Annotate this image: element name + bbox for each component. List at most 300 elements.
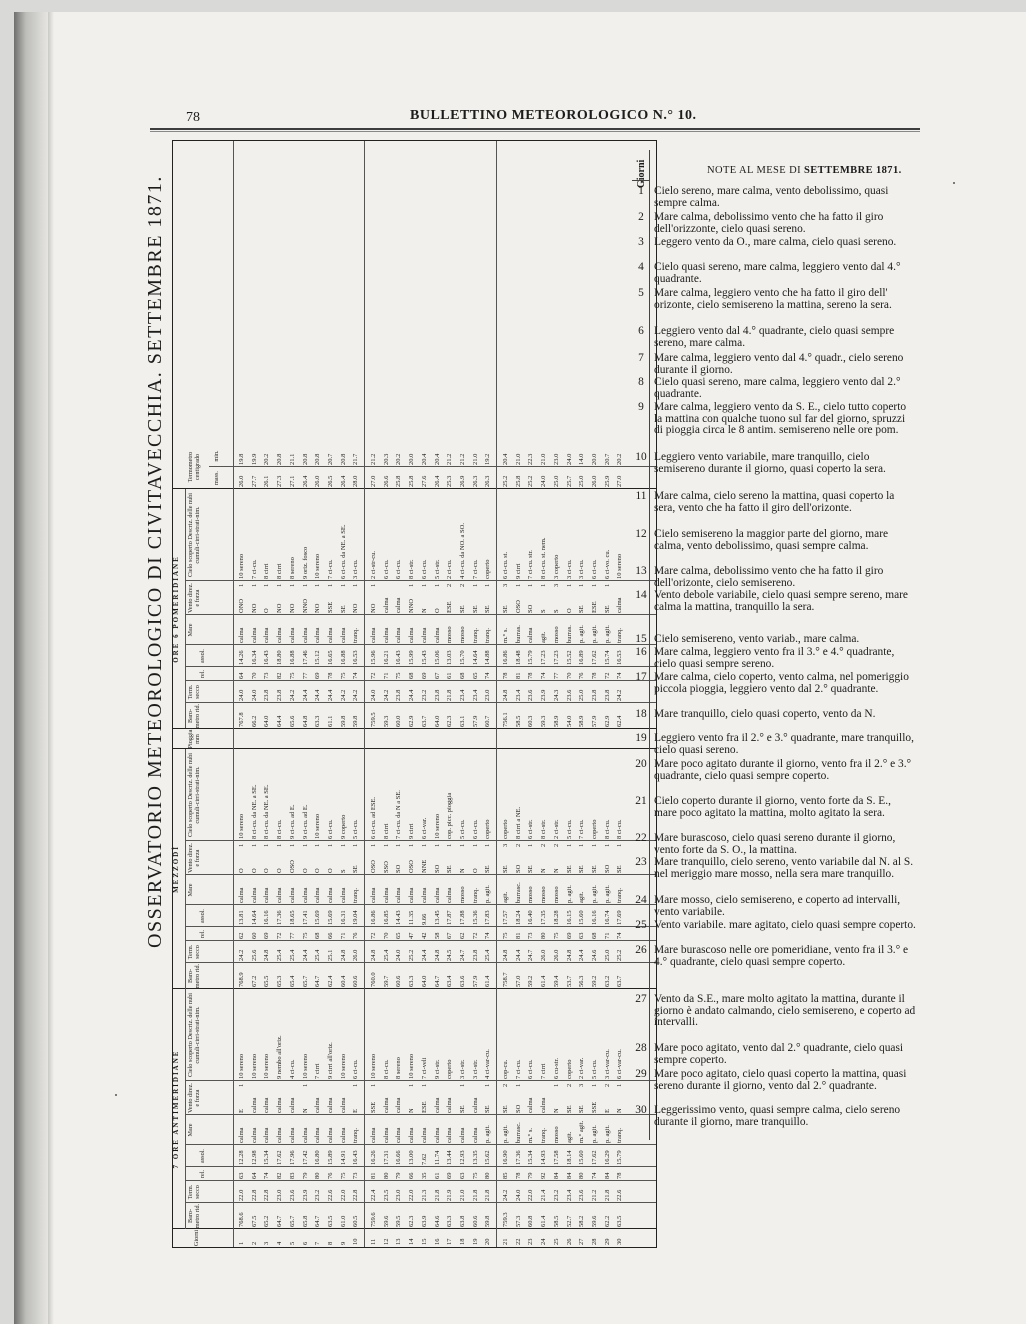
obs-cell: 2 ci-cu. [446, 559, 454, 579]
obs-cell: calma [458, 1127, 466, 1143]
column-header: Vento direz. e forza [187, 1083, 201, 1113]
obs-cell: 23.8 [471, 949, 479, 961]
column-header: assol. [199, 1149, 206, 1163]
obs-cell: 1 [471, 583, 479, 587]
obs-cell: 17.62 [276, 1150, 284, 1165]
note-item [634, 1105, 916, 1128]
obs-cell: 24.7 [527, 949, 535, 961]
obs-cell: 58.5 [514, 715, 522, 727]
obs-cell: 23.4 [458, 689, 466, 701]
obs-cell: 74 [616, 672, 624, 679]
obs-cell: 61.1 [326, 715, 334, 727]
obs-cell: 2 ci-str-cu. [370, 550, 377, 579]
obs-cell: 23.4 [514, 689, 522, 701]
obs-cell: p. agit. [603, 625, 611, 643]
column-header: Cielo scoperto Descriz. delle nubi cumuli-cirri-strati-nim. [187, 992, 201, 1078]
obs-cell: 1 [616, 1083, 624, 1087]
note-day: 6 [638, 325, 644, 337]
obs-cell: 24.2 [238, 949, 245, 961]
obs-cell: NNE [420, 859, 428, 873]
obs-cell: 60.6 [352, 975, 360, 987]
obs-cell: 78 [514, 1172, 522, 1179]
note-text: Mare poco agitato, cielo quasi coperto la mattina, quasi sereno durante il giorno, vento dal 2.° quadrante. [654, 1068, 907, 1092]
note-item [634, 452, 916, 475]
obs-cell [525, 1081, 536, 1087]
obs-cell: 7 ci-cu. [471, 559, 479, 579]
note-item [634, 994, 916, 1029]
obs-cell: calma [314, 1097, 322, 1113]
obs-cell: coperto [484, 559, 492, 579]
obs-cell: 24.2 [352, 689, 360, 701]
obs-cell: 74 [352, 672, 360, 679]
note-day: 10 [635, 451, 647, 463]
note-text: Cielo coperto durante il giorno, vento forte da S. E., mare poco agitato la mattina, molto agitato la sera. [654, 795, 891, 819]
tmin-cell: 14.0 [578, 453, 586, 465]
obs-cell: 65.6 [288, 715, 296, 727]
obs-cell: 22.0 [238, 1189, 245, 1201]
obs-cell: 7 cirri [314, 1063, 322, 1079]
obs-cell: calma [446, 1097, 454, 1113]
obs-cell: N [301, 1108, 309, 1113]
obs-cell: 67 [446, 932, 454, 939]
obs-cell: 760.0 [370, 972, 377, 987]
obs-cell: 83 [288, 1172, 296, 1179]
obs-cell: NO [250, 603, 258, 613]
obs-cell: NO [370, 603, 377, 613]
obs-cell: 16.43 [395, 650, 403, 665]
obs-cell: 63.3 [408, 975, 416, 987]
obs-cell: 8 sereno [288, 557, 296, 579]
obs-cell: 8 ci-cu. st. nem. [540, 537, 548, 579]
note-text: Leggerissimo vento, quasi sempre calma, cielo sereno durante il giorno, mare tranquillo. [654, 1104, 901, 1128]
tmax-cell: 25.2 [527, 475, 535, 487]
obs-cell: 59.6 [590, 1215, 598, 1227]
obs-cell: 11.35 [408, 910, 416, 925]
obs-cell: m.° s. [527, 1127, 535, 1143]
obs-cell: 1 [540, 583, 548, 587]
obs-cell: 58.2 [578, 1215, 586, 1227]
tmin-cell: 19.8 [238, 453, 245, 465]
obs-cell: burrasc. [514, 882, 522, 903]
obs-cell: 16.86 [370, 910, 377, 925]
obs-cell: 23.0 [276, 1189, 284, 1201]
note-item [634, 1043, 916, 1066]
obs-cell: 24.2 [339, 689, 347, 701]
obs-cell: 81 [514, 932, 522, 939]
note-text: Cielo semisereno la maggior parte del giorno, mare calma, vento debolissimo, quasi sempre calma. [654, 528, 889, 552]
obs-cell: calma [276, 1097, 284, 1113]
obs-cell: SO [433, 864, 441, 873]
day-cell: 25 [552, 1238, 560, 1245]
obs-cell: 15.36 [471, 910, 479, 925]
column-header: Vento direz. e forza [187, 583, 201, 613]
obs-cell: SE [484, 865, 492, 873]
obs-cell: 1 [433, 843, 441, 847]
obs-cell: 24.8 [370, 949, 377, 961]
obs-cell: 24.4 [301, 689, 309, 701]
obs-cell: 77 [288, 932, 296, 939]
obs-cell: 7 ci-cu. [514, 1059, 522, 1079]
obs-cell: 15.34 [263, 1150, 271, 1165]
obs-cell: 1 [484, 1083, 492, 1087]
max-header: mass. [213, 471, 220, 485]
tmin-cell: 20.8 [339, 453, 347, 465]
obs-cell: 80 [314, 1172, 322, 1179]
note-day: 17 [635, 671, 647, 683]
obs-cell: N [458, 868, 466, 873]
obs-cell: 9 cirri [514, 563, 522, 579]
note-text: Leggero vento da O., mare calma, cielo quasi sereno. [654, 236, 897, 248]
tmin-cell: 20.7 [326, 453, 334, 465]
obs-cell: 16.15 [565, 910, 573, 925]
obs-cell: 1 [458, 1083, 466, 1087]
note-day: 5 [638, 287, 644, 299]
obs-cell: tranq. [352, 888, 360, 903]
obs-cell: 57.3 [514, 1215, 522, 1227]
obs-cell [381, 1081, 392, 1087]
obs-cell: 14.64 [471, 650, 479, 665]
obs-cell: 1 [250, 583, 258, 587]
obs-cell: 1 [238, 1083, 245, 1087]
note-text: Mare poco agitato durante il giorno, vento fra il 2.° e 3.° quadrante, cielo quasi sempre coperto. [654, 758, 912, 782]
day-cell: 20 [484, 1238, 492, 1245]
tmax-cell: 26.0 [314, 475, 322, 487]
obs-cell: 11.74 [433, 1150, 441, 1165]
obs-cell: 3 [502, 843, 509, 847]
obs-cell: 16.31 [339, 910, 347, 925]
note-item [634, 590, 916, 613]
obs-cell: 2 [458, 583, 466, 587]
obs-cell: 10 sereno [238, 813, 245, 839]
obs-cell: 3 ci-cu. [352, 559, 360, 579]
obs-cell: 24.2 [616, 689, 624, 701]
obs-cell: 1 [288, 843, 296, 847]
obs-cell: mosso [458, 886, 466, 903]
obs-cell: 21.2 [590, 1189, 598, 1201]
tmin-cell: 21.7 [352, 453, 360, 465]
day-cell: 1 [238, 1241, 245, 1245]
tmin-cell: 21.2 [370, 453, 377, 465]
obs-cell: agit. [578, 891, 586, 903]
obs-cell: mosso [540, 886, 548, 903]
obs-cell: 16.53 [352, 650, 360, 665]
column-header: Mare [187, 623, 194, 637]
obs-cell: 80 [382, 1172, 390, 1179]
obs-cell: 2 [514, 843, 522, 847]
obs-cell: 18.14 [565, 1150, 573, 1165]
obs-cell: calma [420, 1127, 428, 1143]
day-cell: 7 [314, 1241, 322, 1245]
obs-cell: coperto [502, 819, 509, 839]
obs-cell: calma [326, 627, 334, 643]
tmin-cell: 20.8 [276, 453, 284, 465]
note-item [634, 634, 916, 646]
obs-cell: 2 [603, 1083, 611, 1087]
obs-cell: 1 [314, 843, 322, 847]
note-day: 30 [635, 1104, 647, 1116]
day-cell: 15 [420, 1238, 428, 1245]
termometro-centigrado-header: Termometro centigrado [187, 451, 201, 483]
obs-cell: 10 sereno [314, 813, 322, 839]
day-cell: 8 [326, 1241, 334, 1245]
obs-cell: 68 [408, 672, 416, 679]
day-cell: 21 [502, 1238, 509, 1245]
obs-cell: 64 [238, 672, 245, 679]
obs-cell: calma [276, 887, 284, 903]
obs-cell: tranq. [484, 628, 492, 643]
obs-cell: 63.5 [616, 1215, 624, 1227]
obs-cell: 23.8 [590, 689, 598, 701]
obs-cell: 23.9 [540, 689, 548, 701]
obs-cell: calma [314, 627, 322, 643]
note-day: 3 [638, 236, 644, 248]
obs-cell: tranq. [616, 1128, 624, 1143]
tmax-cell: 26.6 [382, 475, 390, 487]
obs-cell: agit. [502, 891, 509, 903]
obs-cell: 2 ci-str. [552, 819, 560, 839]
column-header: Mare [187, 1123, 194, 1137]
note-text: Cielo quasi sereno, mare calma, leggiero vento dal 2.° quadrante. [654, 376, 901, 400]
obs-cell: 74 [540, 672, 548, 679]
obs-cell: 72 [471, 932, 479, 939]
obs-cell: 1 [382, 843, 390, 847]
obs-cell: 17.36 [514, 1150, 522, 1165]
obs-cell: 59.8 [484, 1215, 492, 1227]
obs-cell: 758.7 [502, 972, 509, 987]
obs-cell: NNO [301, 598, 309, 613]
obs-cell: calma [288, 887, 296, 903]
obs-cell: 23.2 [420, 689, 428, 701]
day-cell: 3 [263, 1241, 271, 1245]
obs-cell: 3 ci-var-cu. [603, 1049, 611, 1079]
obs-cell: N [408, 1108, 416, 1113]
obs-cell: 22.0 [339, 1189, 347, 1201]
obs-cell: OSO [408, 859, 416, 873]
obs-cell: 64.8 [301, 715, 309, 727]
obs-cell: 70 [565, 672, 573, 679]
note-day: 19 [635, 732, 647, 744]
obs-cell: 1 [590, 843, 598, 847]
obs-cell: 23.6 [288, 1189, 296, 1201]
obs-cell: calma [250, 627, 258, 643]
obs-cell: 21.8 [603, 1189, 611, 1201]
day-cell: 23 [527, 1238, 535, 1245]
obs-cell: 78 [616, 1172, 624, 1179]
obs-cell: 15.69 [326, 910, 334, 925]
obs-cell: 15.99 [408, 650, 416, 665]
obs-cell: 23.6 [565, 689, 573, 701]
obs-cell: 24.8 [339, 949, 347, 961]
obs-cell: 71 [382, 672, 390, 679]
obs-cell: 1 [408, 583, 416, 587]
obs-cell: 1 [352, 583, 360, 587]
obs-cell: 72 [276, 932, 284, 939]
obs-cell: 24.8 [502, 949, 509, 961]
tmin-cell: 21.1 [288, 453, 296, 465]
obs-cell: calma [250, 1097, 258, 1113]
obs-cell: 8 ci-str. [408, 559, 416, 579]
notes-title-month: SETTEMBRE 1871. [804, 165, 902, 176]
obs-cell [444, 1081, 455, 1087]
header-rule [150, 128, 920, 130]
day-cell: 27 [578, 1238, 586, 1245]
obs-cell: 9 oriz. fosco [301, 546, 309, 579]
obs-cell: 13.45 [433, 910, 441, 925]
note-item [634, 353, 916, 376]
obs-cell: 17.96 [288, 1150, 296, 1165]
obs-cell: 62.3 [446, 715, 454, 727]
tmax-cell: 26.3 [471, 475, 479, 487]
obs-cell: 23.9 [301, 1189, 309, 1201]
obs-cell: SE [458, 1105, 466, 1113]
obs-cell: 24.4 [326, 689, 334, 701]
obs-cell: calma [326, 1127, 334, 1143]
obs-cell: 22.6 [616, 1189, 624, 1201]
obs-cell: 18.28 [552, 910, 560, 925]
obs-cell: 8 ci-str. [540, 819, 548, 839]
obs-cell: SE [458, 605, 466, 613]
obs-cell: 78 [527, 672, 535, 679]
tmax-cell: 25.8 [395, 475, 403, 487]
obs-cell: 5 ci-str. [433, 559, 441, 579]
obs-cell: calma [314, 1127, 322, 1143]
obs-cell: O [314, 868, 322, 873]
obs-cell: 22.8 [352, 1189, 360, 1201]
note-day: 15 [635, 633, 647, 645]
obs-cell: calma [446, 1127, 454, 1143]
obs-cell: calma [263, 887, 271, 903]
obs-cell: 6 ci-cu. [395, 559, 403, 579]
obs-cell: 79 [395, 1172, 403, 1179]
block-rule [173, 728, 656, 729]
obs-cell: SSO [382, 861, 390, 873]
obs-cell: 768.9 [238, 972, 245, 987]
obs-cell: 14.93 [540, 1150, 548, 1165]
obs-cell: 1 [370, 1083, 377, 1087]
obs-cell: 25.0 [603, 949, 611, 961]
obs-cell: 63.3 [446, 1215, 454, 1227]
obs-cell: 64.0 [433, 715, 441, 727]
obs-cell: O [326, 868, 334, 873]
obs-cell: tranq. [616, 888, 624, 903]
obs-cell: burras. [565, 625, 573, 643]
obs-cell: 62.9 [408, 715, 416, 727]
obs-cell: 63.9 [420, 1215, 428, 1227]
tmax-cell: 27.6 [420, 475, 428, 487]
obs-cell: p. agit. [578, 625, 586, 643]
column-header: Baro-metro rid. [187, 703, 201, 729]
column-header: Term. secco [187, 944, 201, 960]
obs-cell: 21.3 [420, 1189, 428, 1201]
obs-cell: 14.88 [484, 650, 492, 665]
obs-cell: calma [382, 1127, 390, 1143]
obs-cell: 21.8 [433, 1189, 441, 1201]
obs-cell: 16.16 [590, 910, 598, 925]
note-text: Mare tranquillo, cielo quasi coperto, vento da N. [654, 708, 876, 720]
obs-cell: 1 [458, 843, 466, 847]
obs-cell: 1 [263, 843, 271, 847]
obs-cell: 21.8 [471, 1189, 479, 1201]
obs-cell: burrasc. [514, 1122, 522, 1143]
obs-cell: coperto [484, 819, 492, 839]
obs-cell: 1 [301, 1083, 309, 1087]
obs-cell: SE [446, 865, 454, 873]
obs-cell: 24.8 [433, 949, 441, 961]
obs-cell: 57.9 [590, 715, 598, 727]
obs-cell: 17.83 [484, 910, 492, 925]
obs-cell: 7 ci-cu. [326, 559, 334, 579]
obs-cell [393, 1081, 404, 1087]
obs-cell: calma [301, 887, 309, 903]
obs-cell: 22.4 [370, 1189, 377, 1201]
obs-cell: 65.3 [276, 975, 284, 987]
obs-cell: 6 ci-cu. [326, 819, 334, 839]
obs-cell: SE [502, 865, 509, 873]
obs-cell: 25.4 [276, 949, 284, 961]
obs-cell: 13.00 [408, 1150, 416, 1165]
obs-cell: 7 ci-cu. [578, 819, 586, 839]
obs-cell: 84 [565, 1172, 573, 1179]
obs-cell: 26.0 [540, 949, 548, 961]
tmax-cell: 26.4 [433, 475, 441, 487]
obs-cell: 16.26 [370, 1150, 377, 1165]
obs-cell [249, 1081, 260, 1087]
obs-cell: 60.6 [471, 1215, 479, 1227]
tmax-cell: 25.8 [408, 475, 416, 487]
tmin-cell: 20.2 [263, 453, 271, 465]
obs-cell: 16.80 [314, 1150, 322, 1165]
obs-cell: 15.43 [420, 650, 428, 665]
obs-cell: p. agit. [603, 1125, 611, 1143]
column-header: Mare [187, 883, 194, 897]
obs-cell: 14.91 [339, 1150, 347, 1165]
obs-cell: 9 ci-str. [433, 1059, 441, 1079]
obs-cell: 6 ci-cu. st. [502, 551, 509, 579]
obs-cell: 66 [326, 932, 334, 939]
obs-cell: 23.0 [484, 689, 492, 701]
obs-cell: 3 [552, 583, 560, 587]
obs-cell: 8 cirri [263, 563, 271, 579]
obs-cell: 25.6 [250, 949, 258, 961]
obs-cell: 767.8 [238, 712, 245, 727]
day-cell: 18 [458, 1238, 466, 1245]
obs-cell: 16.34 [250, 650, 258, 665]
obs-cell [470, 1081, 481, 1087]
obs-cell: 59.8 [352, 715, 360, 727]
obs-cell: 60.8 [527, 1215, 535, 1227]
obs-cell: 58.9 [578, 715, 586, 727]
obs-cell: 71 [339, 932, 347, 939]
obs-cell: 15.89 [326, 1150, 334, 1165]
obs-cell: 1 [420, 1083, 428, 1087]
obs-cell: 1 [420, 583, 428, 587]
obs-cell: 62 [458, 932, 466, 939]
obs-cell: 17.58 [552, 1150, 560, 1165]
obs-cell: 63 [458, 1172, 466, 1179]
obs-cell: 92 [540, 1172, 548, 1179]
column-header: Vento direz. e forza [187, 843, 201, 873]
obs-cell: 15.34 [527, 1150, 535, 1165]
obs-cell: 16.65 [326, 650, 334, 665]
obs-cell: tranq. [616, 628, 624, 643]
obs-cell [325, 1081, 336, 1087]
obs-cell: m.° s. [502, 627, 509, 643]
obs-cell: 64.0 [420, 975, 428, 987]
obs-cell: 2 [565, 1083, 573, 1087]
tmax-cell: 27.1 [288, 475, 296, 487]
note-day: 1 [638, 185, 644, 197]
note-item [634, 326, 916, 349]
